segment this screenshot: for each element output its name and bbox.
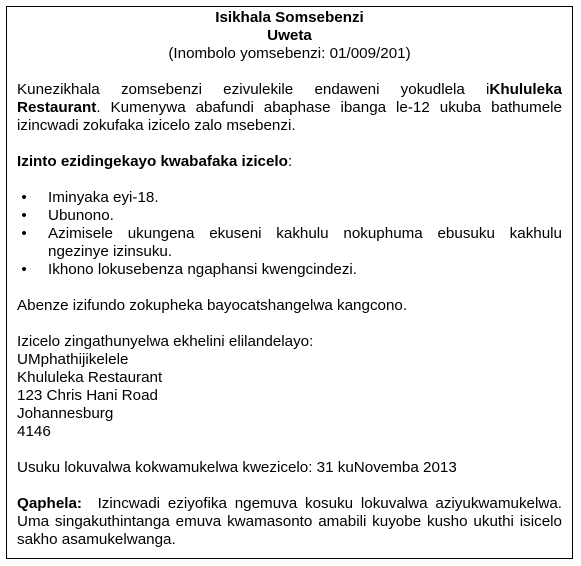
spacer	[17, 171, 562, 189]
requirement-text: Iminyaka eyi-18.	[48, 189, 159, 206]
address-line: Johannesburg	[17, 405, 114, 422]
bullet-icon: •	[21, 189, 27, 206]
spacer	[17, 135, 562, 153]
requirement-item	[17, 189, 562, 207]
spacer	[17, 441, 562, 459]
spacer	[17, 63, 562, 81]
note-text: Izincwadi eziyofika ngemuva kosuku lokuvalwa aziyukwamukelwa. Uma singakuthintanga emuva kwamasonto amabili kuyobe kusho ukuthi isicelo sakho asamukelwanga.	[17, 495, 567, 548]
preference-paragraph: Abenze izifundo zokupheka bayocatshangelwa kangcono.	[17, 297, 408, 314]
advert-header	[17, 9, 562, 63]
bullet-icon: •	[21, 261, 27, 278]
requirements-heading	[17, 153, 562, 171]
intro-paragraph	[17, 81, 562, 135]
address-line: UMphathijikelele	[17, 351, 129, 368]
address-line: 4146	[17, 423, 51, 440]
address-block	[17, 333, 562, 441]
note-label: Qaphela:	[17, 495, 82, 512]
spacer	[17, 315, 562, 333]
requirement-text: Ubunono.	[48, 207, 114, 224]
requirement-item	[17, 225, 562, 261]
spacer	[17, 477, 562, 495]
requirement-text: Ikhono lokusebenza ngaphansi kwengcindezi.	[48, 261, 358, 278]
requirement-text: Azimisele ukungena ekuseni kakhulu nokuphuma ebusuku kakhulu ngezinye izinsuku.	[48, 225, 562, 260]
spacer	[17, 279, 562, 297]
requirements-heading-text: Izinto ezidingekayo kwabafaka izicelo	[17, 153, 288, 170]
address-line: 123 Chris Hani Road	[17, 387, 158, 404]
restaurant-name: Khululeka Restaurant	[17, 81, 562, 116]
note-paragraph	[17, 495, 567, 549]
job-advert-box	[6, 6, 573, 559]
bullet-icon: •	[21, 207, 27, 224]
requirement-item	[17, 207, 562, 225]
address-line: Khululeka Restaurant	[17, 369, 163, 386]
requirements-heading-colon: :	[287, 153, 293, 170]
job-reference: (Inombolo yomsebenzi: 01/009/201)	[168, 45, 411, 62]
requirements-list	[17, 189, 562, 279]
position-title: Uweta	[267, 27, 312, 44]
closing-date: Usuku lokuvalwa kokwamukelwa kwezicelo: 31 kuNovemba 2013	[17, 459, 457, 476]
address-intro: Izicelo zingathunyelwa ekhelini elilandelayo:	[17, 333, 314, 350]
intro-text-end: . Kumenywa abafundi abaphase ibanga le-12 ukuba bathumele izincwadi zokufaka izicelo zalo msebenzi.	[17, 99, 562, 134]
requirement-item	[17, 261, 562, 279]
intro-text-start: Kunezikhala zomsebenzi ezivulekile endaweni yokudlela i	[17, 81, 490, 98]
advert-title: Isikhala Somsebenzi	[215, 9, 364, 26]
bullet-icon: •	[21, 225, 27, 242]
